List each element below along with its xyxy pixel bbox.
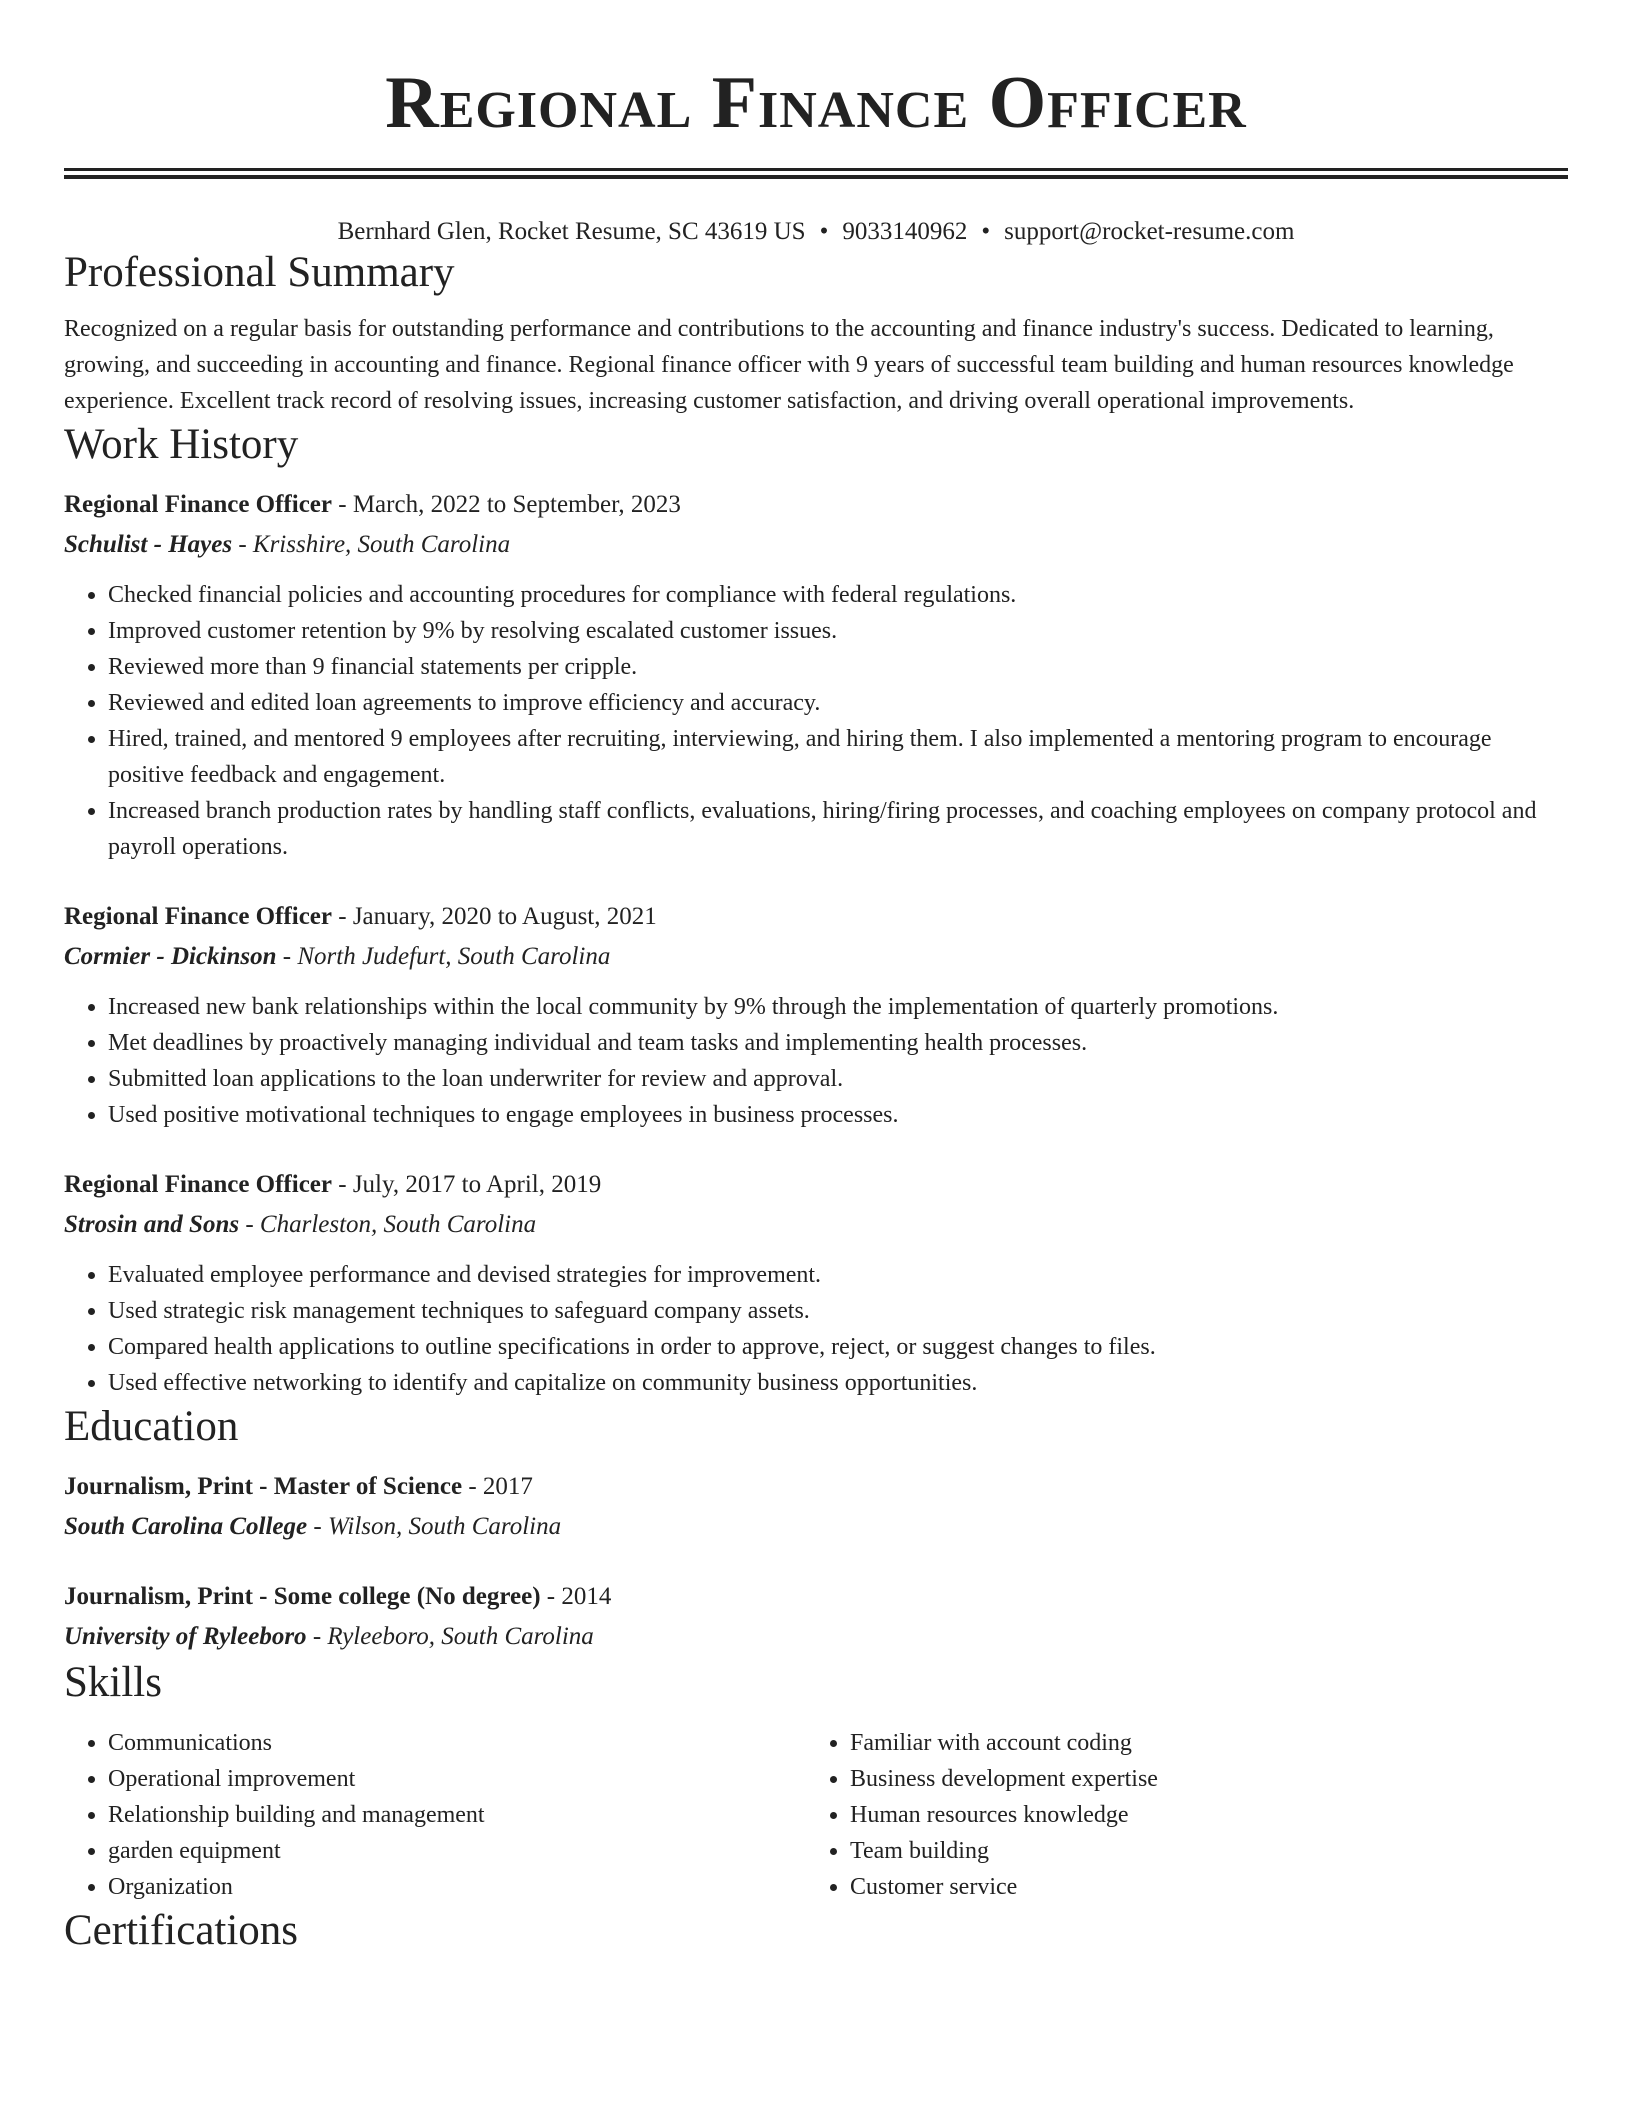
job-bullet: • Checked financial policies and accounting procedures for compliance with federal regulations.: [108, 577, 1568, 613]
education-school: South Carolina College: [64, 1513, 308, 1540]
education-degree-line: [64, 1577, 1568, 1617]
skills-list-left: [64, 1725, 806, 1905]
skill-item: • Communications: [108, 1725, 806, 1761]
skill-item: • Relationship building and management: [108, 1797, 806, 1833]
job-entry: [64, 897, 1568, 1133]
summary-heading: Professional Summary: [64, 249, 455, 296]
skill-item: • Customer service: [850, 1869, 1548, 1905]
job-bullet: • Met deadlines by proactively managing individual and team tasks and implementing health processes.: [108, 1025, 1568, 1061]
job-title-line: [64, 897, 1568, 937]
job-bullets: [64, 989, 1568, 1133]
job-title-line: [64, 485, 1568, 525]
job-bullet: • Hired, trained, and mentored 9 employees after recruiting, interviewing, and hiring them. I also implemented a mentoring program to encourage positive feedback and engagement.: [108, 721, 1568, 793]
skill-item: • Team building: [850, 1833, 1548, 1869]
job-bullet: • Used strategic risk management techniques to safeguard company assets.: [108, 1293, 1568, 1329]
contact-separator: •: [981, 218, 991, 245]
job-location: - North Judefurt, South Carolina: [276, 943, 611, 970]
work-history-heading: Work History: [64, 421, 299, 468]
summary-text: Recognized on a regular basis for outstanding performance and contributions to the accounting and finance industry's success. Dedicated to learning, growing, and succeeding in accounting and finance. Regional finance officer with 9 years of successful team building and human resources knowledge experience. Excellent track record of resolving issues, increasing customer satisfaction, and driving overall operational improvements.: [64, 316, 1514, 414]
job-company-line: [64, 525, 1568, 565]
contact-address: Bernhard Glen, Rocket Resume, SC 43619 US: [337, 218, 806, 245]
skill-item: • Human resources knowledge: [850, 1797, 1548, 1833]
skills-list-right: [806, 1725, 1548, 1905]
resume-title: Regional Finance Officer: [385, 62, 1247, 144]
job-entry: [64, 1165, 1568, 1401]
education-degree: Journalism, Print - Master of Science: [64, 1473, 463, 1500]
education-school-line: [64, 1507, 1568, 1547]
job-bullet: • Increased branch production rates by handling staff conflicts, evaluations, hiring/firing processes, and coaching employees on company protocol and payroll operations.: [108, 793, 1568, 865]
certifications-heading: Certifications: [64, 1907, 299, 1954]
job-bullet: • Used effective networking to identify and capitalize on community business opportunities.: [108, 1365, 1568, 1401]
education-entry: [64, 1467, 1568, 1547]
job-company: Strosin and Sons: [64, 1211, 240, 1238]
job-bullet: • Reviewed and edited loan agreements to improve efficiency and accuracy.: [108, 685, 1568, 721]
skill-item: • Business development expertise: [850, 1761, 1548, 1797]
job-bullet: • Evaluated employee performance and devised strategies for improvement.: [108, 1257, 1568, 1293]
education-location: - Wilson, South Carolina: [307, 1513, 562, 1540]
resume-page: [64, 0, 1568, 1957]
job-company: Cormier - Dickinson: [64, 943, 277, 970]
job-dates: - July, 2017 to April, 2019: [332, 1171, 602, 1198]
job-bullet: • Reviewed more than 9 financial statements per cripple.: [108, 649, 1568, 685]
skill-item: • Familiar with account coding: [850, 1725, 1548, 1761]
job-entry: [64, 485, 1568, 865]
job-company-line: [64, 1205, 1568, 1245]
contact-separator: •: [819, 218, 829, 245]
job-company: Schulist - Hayes: [64, 531, 233, 558]
job-title: Regional Finance Officer: [64, 1171, 332, 1198]
job-company-line: [64, 937, 1568, 977]
education-school: University of Ryleeboro: [64, 1623, 307, 1650]
education-degree: Journalism, Print - Some college (No degree): [64, 1583, 541, 1610]
skill-item: • Operational improvement: [108, 1761, 806, 1797]
education-degree-line: [64, 1467, 1568, 1507]
job-bullet: • Used positive motivational techniques to engage employees in business processes.: [108, 1097, 1568, 1133]
skill-item: • Organization: [108, 1869, 806, 1905]
skills-grid: [64, 1725, 1568, 1905]
contact-phone: 9033140962: [842, 218, 968, 245]
education-year: - 2017: [462, 1473, 533, 1500]
education-school-line: [64, 1617, 1568, 1657]
education-heading: Education: [64, 1403, 239, 1450]
job-bullet: • Increased new bank relationships within the local community by 9% through the implementation of quarterly promotions.: [108, 989, 1568, 1025]
job-dates: - January, 2020 to August, 2021: [332, 903, 657, 930]
title-double-rule: [64, 168, 1568, 179]
job-bullets: [64, 1257, 1568, 1401]
skill-item: • garden equipment: [108, 1833, 806, 1869]
job-bullet: • Improved customer retention by 9% by resolving escalated customer issues.: [108, 613, 1568, 649]
skills-heading: Skills: [64, 1659, 162, 1706]
job-location: - Krisshire, South Carolina: [232, 531, 511, 558]
job-title: Regional Finance Officer: [64, 903, 332, 930]
job-title: Regional Finance Officer: [64, 491, 332, 518]
job-location: - Charleston, South Carolina: [239, 1211, 537, 1238]
job-title-line: [64, 1165, 1568, 1205]
contact-email: support@rocket-resume.com: [1004, 218, 1295, 245]
contact-line: [64, 217, 1568, 247]
job-bullet: • Submitted loan applications to the loan underwriter for review and approval.: [108, 1061, 1568, 1097]
education-location: - Ryleeboro, South Carolina: [306, 1623, 594, 1650]
education-year: - 2014: [540, 1583, 612, 1610]
education-entry: [64, 1577, 1568, 1657]
job-dates: - March, 2022 to September, 2023: [332, 491, 681, 518]
job-bullets: [64, 577, 1568, 865]
job-bullet: • Compared health applications to outline specifications in order to approve, reject, or suggest changes to files.: [108, 1329, 1568, 1365]
